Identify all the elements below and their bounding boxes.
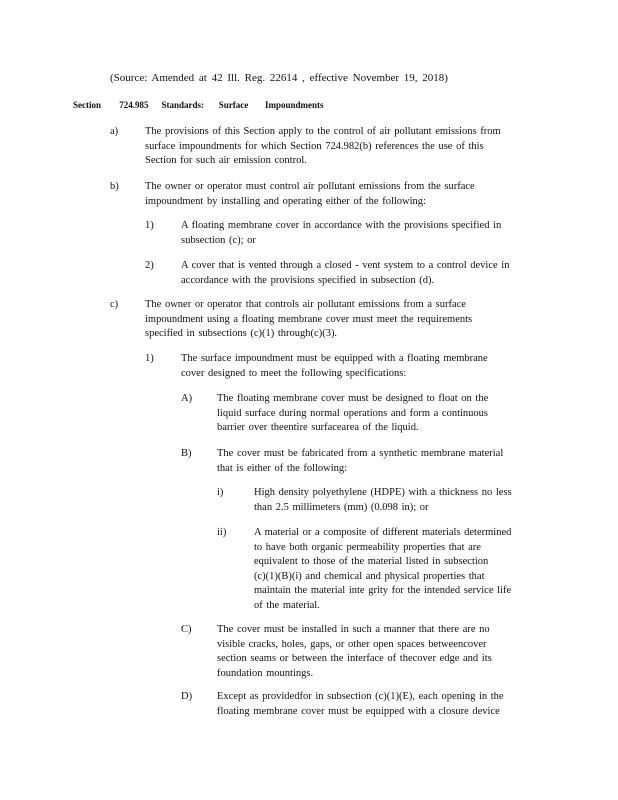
item-Bi-text — [254, 486, 540, 515]
text-line: subsection (c); or — [181, 234, 256, 246]
item-b2-label: 2) — [145, 260, 154, 271]
text-line: impoundment by installing and operating either of the following: — [145, 195, 426, 207]
text-line: floating membrane cover must be equipped with a closure device — [217, 705, 500, 717]
item-b2-text — [181, 259, 537, 288]
text-line: High density polyethylene (HDPE) with a thickness no less — [254, 487, 512, 498]
subsection-b-label: b) — [110, 181, 119, 192]
text-line: The provisions of this Section apply to the control of air pollutant emissions from — [145, 126, 501, 137]
text-line: that is either of the following: — [217, 462, 348, 474]
item-b1-text — [181, 219, 537, 248]
text-line: than 2.5 millimeters (mm) (0.098 in); or — [254, 501, 429, 513]
section-word: Section — [73, 100, 101, 110]
section-title-impoundments: Impoundments — [265, 100, 324, 110]
text-line: The floating membrane cover must be designed to float on the — [217, 393, 489, 404]
text-line: foundation mountings. — [217, 667, 314, 679]
text-line: accordance with the provisions specified in subsection (d). — [181, 274, 435, 286]
item-c1-label: 1) — [145, 353, 154, 364]
item-D-text — [217, 690, 537, 719]
text-line: surface impoundments for which Section 724.982(b) references the use of this — [145, 140, 484, 152]
text-line: visible cracks, holes, gaps, or other open spaces betweencover — [217, 638, 487, 650]
text-line: specified in subsections (c)(1) through(c)(3). — [145, 328, 338, 339]
item-Bi-label: i) — [217, 487, 224, 498]
section-title-standards: Standards: — [161, 100, 205, 110]
text-line: cover designed to meet the following specifications: — [181, 367, 407, 379]
subsection-c-text — [145, 298, 505, 342]
subsection-c-label: c) — [110, 299, 119, 310]
item-D-label: D) — [181, 691, 193, 702]
item-C-text — [217, 623, 521, 681]
section-number: 724.985 — [119, 100, 149, 110]
section-heading — [73, 100, 324, 110]
item-B-text — [217, 447, 531, 476]
item-Bii-label: ii) — [217, 527, 227, 538]
text-line: Except as providedfor in subsection (c)(1)(E), each opening in the — [217, 691, 504, 702]
item-Bii-text — [254, 526, 538, 613]
text-line: A material or a composite of different materials determined — [254, 527, 512, 538]
text-line: maintain the material inte grity for the intended service life — [254, 585, 512, 596]
item-b1-label: 1) — [145, 220, 154, 231]
text-line: The surface impoundment must be equipped with a floating membrane — [181, 353, 488, 364]
subsection-a-text — [145, 125, 533, 169]
subsection-a-label: a) — [110, 126, 119, 137]
item-A-text — [217, 392, 537, 436]
text-line: equivalent to those of the material listed in subsection — [254, 556, 489, 567]
source-note: (Source: Amended at 42 Ill. Reg. 22614 , effective November 19, 2018) — [110, 72, 448, 84]
text-line: liquid surface during normal operations and form a continuous — [217, 407, 489, 419]
item-A-label: A) — [181, 393, 193, 404]
text-line: The cover must be installed in such a manner that there are no — [217, 624, 490, 635]
text-line: The owner or operator that controls air pollutant emissions from a surface — [145, 299, 466, 310]
text-line: (c)(1)(B)(i) and chemical and physical properties that — [254, 570, 485, 582]
text-line: The cover must be fabricated from a synthetic membrane material — [217, 448, 504, 459]
text-line: barrier over theentire surfacearea of the liquid. — [217, 422, 419, 433]
subsection-b-text — [145, 180, 533, 209]
item-B-label: B) — [181, 448, 192, 459]
text-line: impoundment using a floating membrane cover must meet the requirements — [145, 313, 473, 325]
text-line: of the material. — [254, 599, 320, 611]
text-line: A cover that is vented through a closed - vent system to a control device in — [181, 260, 510, 271]
text-line: section seams or between the interface of thecover edge and its — [217, 653, 492, 664]
text-line: The owner or operator must control air pollutant emissions from the surface — [145, 181, 475, 192]
item-C-label: C) — [181, 624, 192, 635]
item-c1-text — [181, 352, 515, 381]
section-title-surface: Surface — [218, 100, 249, 110]
text-line: A floating membrane cover in accordance with the provisions specified in — [181, 220, 502, 231]
text-line: Section for such air emission control. — [145, 155, 307, 166]
text-line: to have both organic permeability properties that are — [254, 541, 481, 553]
